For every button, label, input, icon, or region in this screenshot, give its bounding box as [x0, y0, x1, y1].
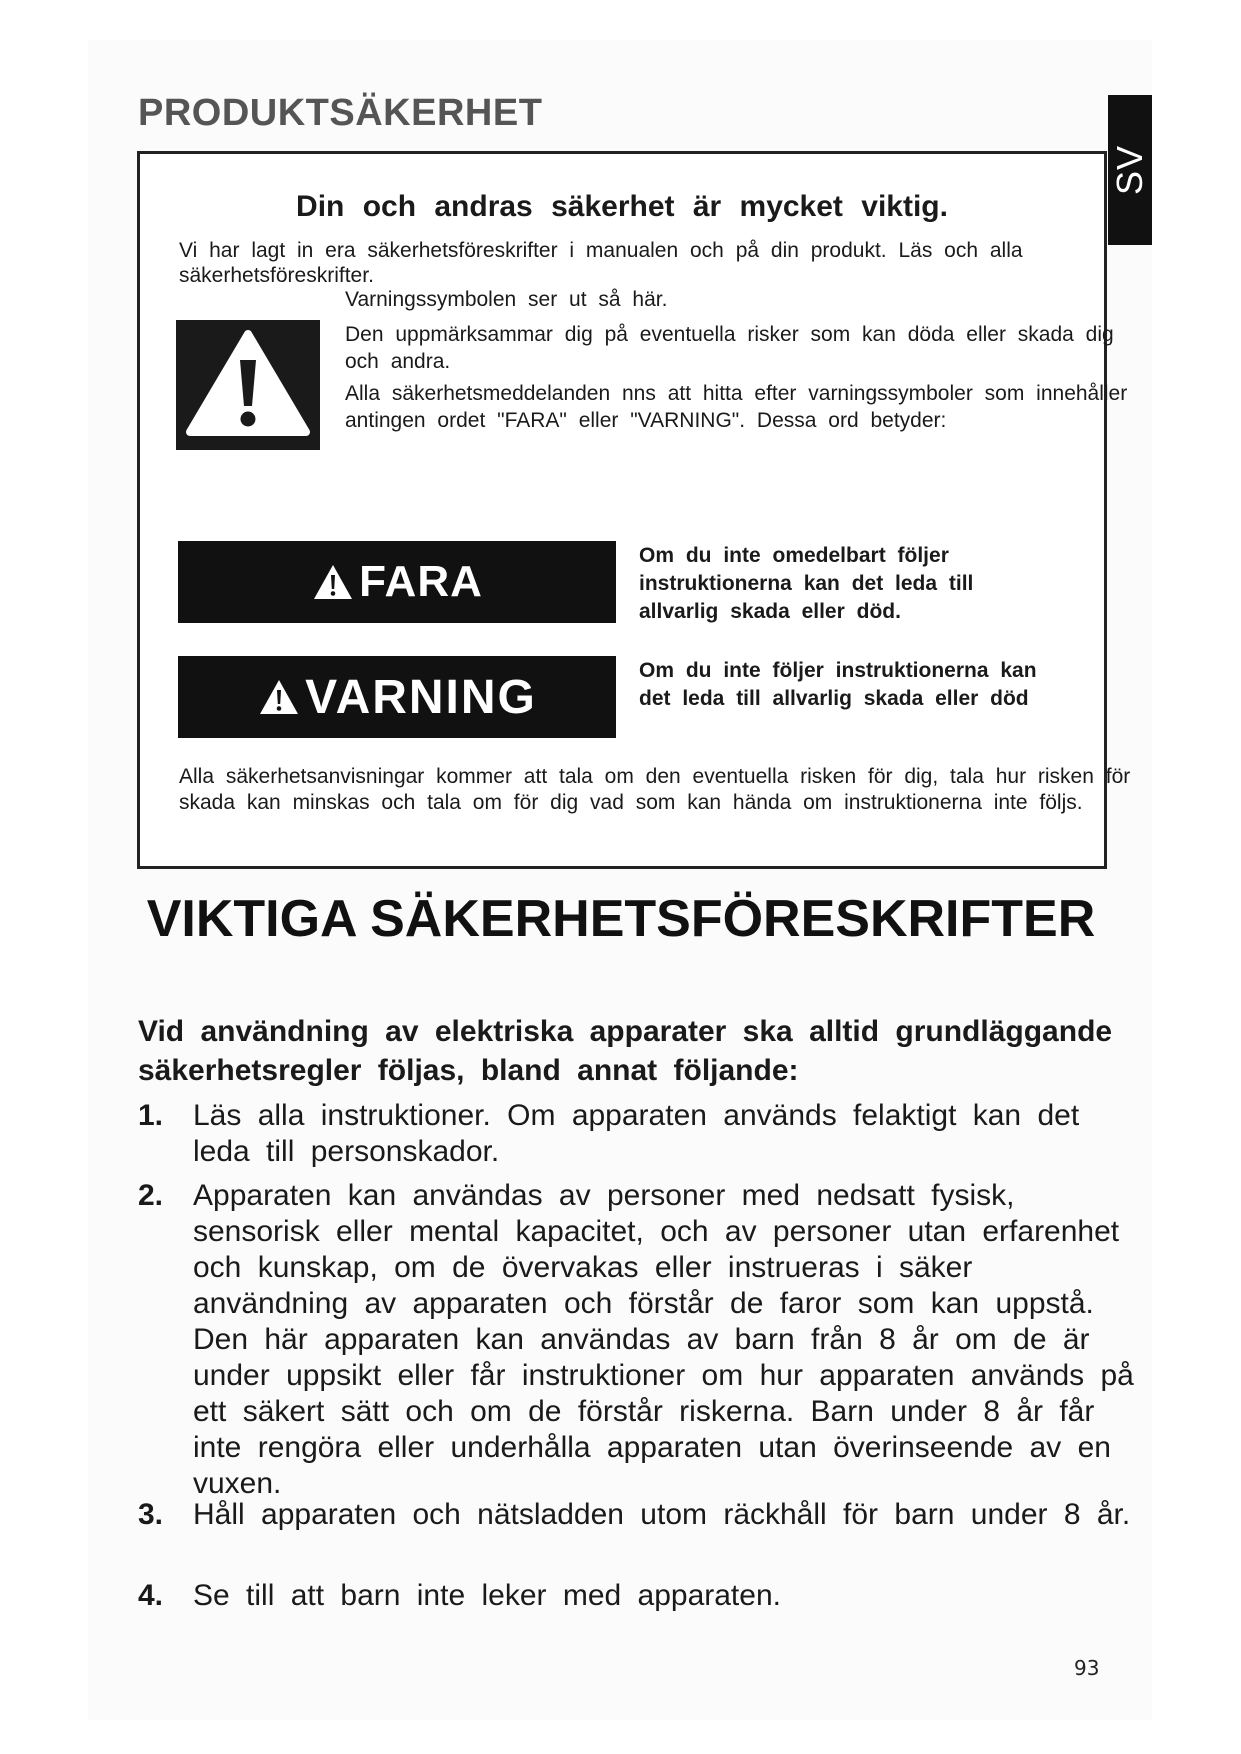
item-number: 3.: [138, 1498, 164, 1531]
language-tab: [1108, 95, 1152, 245]
main-title: VIKTIGA SÄKERHETSFÖRESKRIFTER: [146, 890, 1096, 948]
item-text: Se till att barn inte leker med apparaten.: [193, 1579, 781, 1612]
danger-badge: [178, 541, 616, 623]
instruction-list: [138, 1178, 1138, 1502]
item-number: 1.: [138, 1099, 164, 1132]
symbol-line-1: Varningssymbolen ser ut så här.: [345, 288, 668, 311]
safety-box-heading: Din och andras säkerhet är mycket viktig.: [296, 190, 948, 223]
list-item: [138, 1098, 1138, 1170]
warning-label: VARNING: [305, 670, 537, 724]
item-text: Håll apparaten och nätsladden utom räckhåll för barn under 8 år.: [193, 1498, 1131, 1531]
danger-description: Om du inte omedelbart följer instruktionerna kan det leda till allvarlig skada eller död.: [639, 544, 974, 623]
warning-triangle-icon: [176, 320, 320, 450]
item-number: 4.: [138, 1579, 164, 1612]
warning-description: Om du inte följer instruktionerna kan det leda till allvarlig skada eller död: [639, 659, 1037, 710]
section-title: PRODUKTSÄKERHET: [138, 92, 543, 134]
danger-label: FARA: [359, 557, 483, 606]
warning-badge: [178, 656, 616, 738]
page-number: 93: [1074, 1656, 1100, 1680]
warning-triangle-icon: [257, 677, 301, 717]
instruction-list: [138, 1098, 1138, 1170]
item-number: 2.: [138, 1179, 164, 1212]
list-item: [138, 1178, 1138, 1502]
safety-info-box: [137, 151, 1131, 869]
warning-triangle-icon: [311, 562, 355, 602]
language-tab-label: SV: [1109, 144, 1150, 196]
item-text: Läs alla instruktioner. Om apparaten används felaktigt kan det leda till personskador.: [193, 1099, 1080, 1168]
list-item: [138, 1497, 1138, 1533]
safety-box-intro: Vi har lagt in era säkerhetsföreskrifter i manualen och på din produkt. Läs och alla säkerhetsföreskrifter.: [179, 239, 1023, 287]
instruction-list: [138, 1578, 1138, 1614]
instruction-list: [138, 1497, 1138, 1533]
symbol-line-2: Den uppmärksammar dig på eventuella risker som kan döda eller skada dig och andra.: [345, 323, 1114, 373]
list-item: [138, 1578, 1138, 1614]
lead-paragraph: Vid användning av elektriska apparater ska alltid grundläggande säkerhetsregler följas, bland annat följande:: [138, 1015, 1113, 1087]
item-text: Apparaten kan användas av personer med nedsatt fysisk, sensorisk eller mental kapacitet, och av personer utan erfarenhet och kunskap, om de övervakas eller instrueras i säker användning av apparaten och förstår de faror som kan uppstå. Den här apparaten kan användas av barn från 8 år om de är under uppsikt eller får instruktioner om hur apparaten används på ett säkert sätt och om de förstår riskerna. Barn under 8 år får inte rengöra eller underhålla apparaten utan överinseende av en vuxen.: [193, 1179, 1134, 1500]
symbol-line-3: Alla säkerhetsmeddelanden nns att hitta efter varningssymboler som innehåller antingen ordet "FARA" eller "VARNING". Dessa ord betyder:: [345, 382, 1128, 432]
safety-box-footer: Alla säkerhetsanvisningar kommer att tala om den eventuella risken för dig, tala hur risken för skada kan minskas och tala om för dig vad som kan hända om instruktionerna inte följs.: [179, 765, 1131, 814]
